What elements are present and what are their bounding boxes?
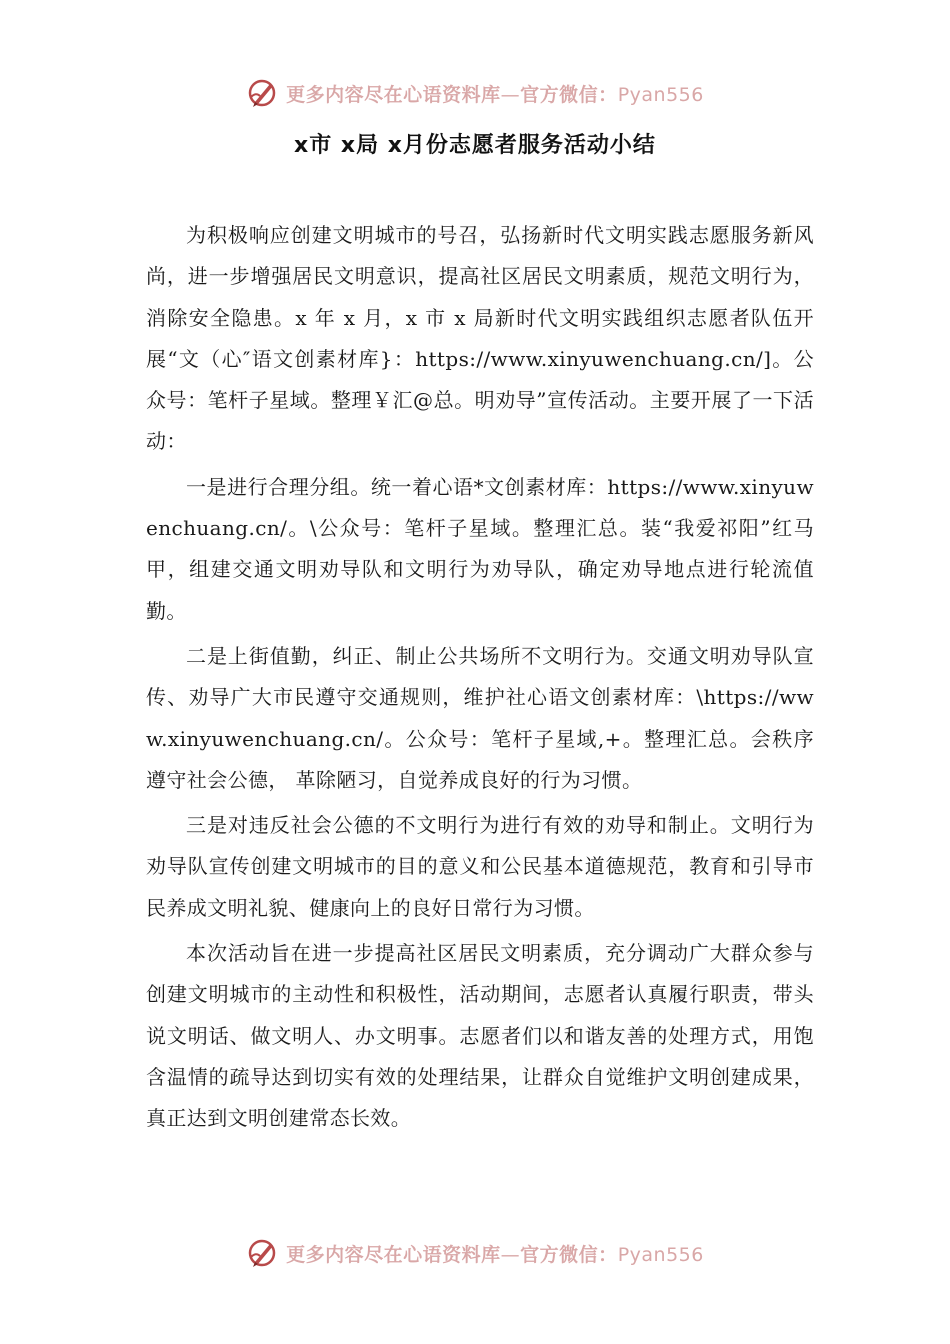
- document-body: [146, 215, 814, 1140]
- watermark-wechat-label: 官方微信：: [520, 83, 618, 106]
- pen-logo-icon: [246, 76, 280, 110]
- watermark-main-text: 更多内容尽在心语资料库: [286, 1243, 501, 1266]
- paragraph-one: 一是进行合理分组。统一着心语*文创素材库：https://www.xinyuwenchuang.cn/。\公众号：笔杆子星域。整理汇总。装“我爱祁阳”红马甲，组建交通文明劝导队和文明行为劝导队，确定劝导地点进行轮流值勤。: [146, 474, 814, 623]
- watermark-dash: —: [500, 1243, 521, 1266]
- header-watermark: [0, 73, 950, 113]
- watermark-text: [286, 1240, 704, 1267]
- pen-logo-icon: [246, 1236, 280, 1270]
- watermark-handle: Pyan556: [617, 1243, 704, 1266]
- watermark-dash: —: [500, 83, 521, 106]
- watermark-group: [246, 1236, 704, 1270]
- watermark-handle: Pyan556: [617, 83, 704, 106]
- watermark-wechat-label: 官方微信：: [520, 1243, 618, 1266]
- paragraph-three: 三是对违反社会公德的不文明行为进行有效的劝导和制止。文明行为劝导队宣传创建文明城市的目的意义和公民基本道德规范，教育和引导市民养成文明礼貌、健康向上的良好日常行为习惯。: [146, 813, 814, 920]
- paragraph-two: 二是上街值勤，纠正、制止公共场所不文明行为。交通文明劝导队宣传、劝导广大市民遵守交通规则，维护社心语文创素材库：\https://www.xinyuwenchuang.cn/。公众号：笔杆子星域,+。整理汇总。会秩序遵守社会公德， 革除陋习，自觉养成良好的行为习惯。: [146, 643, 814, 792]
- footer-watermark: [0, 1233, 950, 1273]
- document-title: x市 x局 x月份志愿者服务活动小结: [294, 133, 656, 158]
- watermark-main-text: 更多内容尽在心语资料库: [286, 83, 501, 106]
- paragraph-conclusion: 本次活动旨在进一步提高社区居民文明素质，充分调动广大群众参与创建文明城市的主动性和积极性，活动期间，志愿者认真履行职责，带头说文明话、做文明人、办文明事。志愿者们以和谐友善的处理方式，用饱含温情的疏导达到切实有效的处理结果，让群众自觉维护文明创建成果，真正达到文明创建常态长效。: [146, 941, 814, 1131]
- watermark-group: [246, 76, 704, 110]
- paragraph-intro: 为积极响应创建文明城市的号召，弘扬新时代文明实践志愿服务新风尚，进一步增强居民文明意识，提高社区居民文明素质，规范文明行为，消除安全隐患。x 年 x 月，x 市 x 局新时代文明实践组织志愿者队伍开展“文（心″语文创素材库}：https://www.xinyuwenchuang.cn/]。公众号：笔杆子星域。整理￥汇@总。明劝导”宣传活动。主要开展了一下活动：: [146, 223, 814, 454]
- watermark-text: [286, 80, 704, 107]
